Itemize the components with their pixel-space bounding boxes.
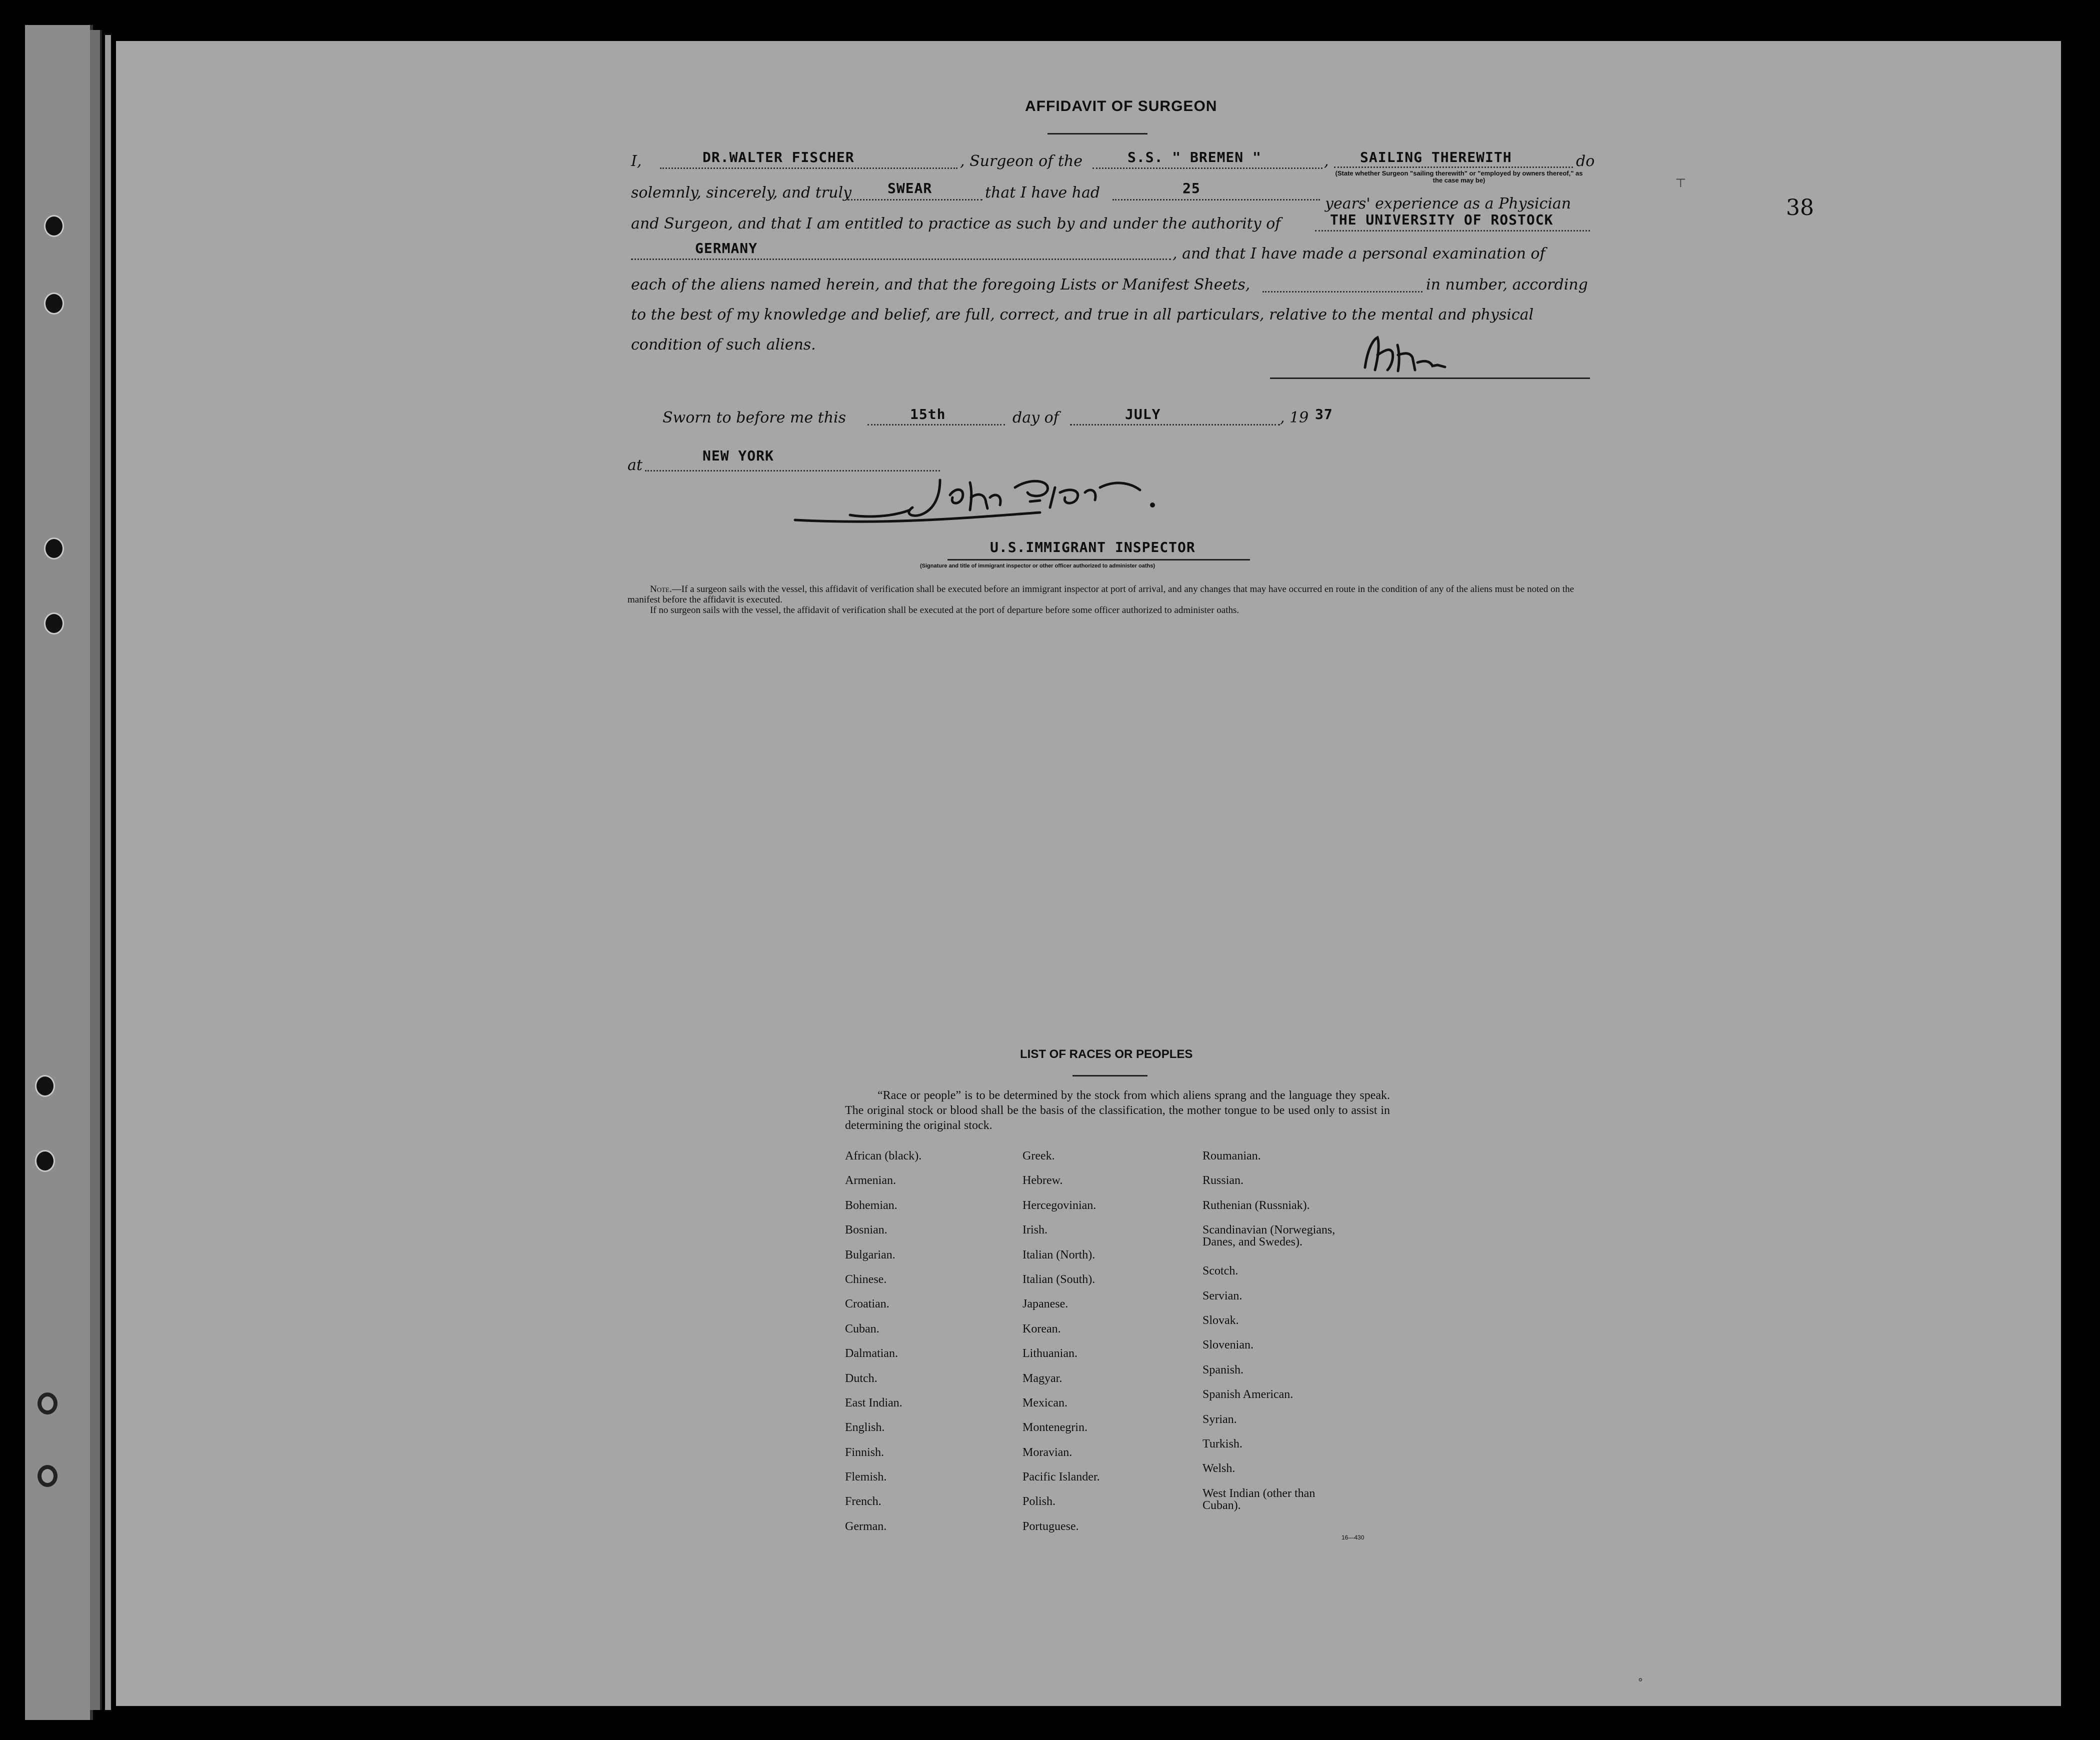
race-item: Slovak.: [1202, 1314, 1239, 1327]
race-item: Bosnian.: [845, 1224, 888, 1237]
affidavit-note: [628, 584, 1592, 616]
binder-hole: [35, 1150, 55, 1172]
race-item: Spanish American.: [1202, 1388, 1294, 1402]
races-intro-text: “Race or people” is to be determined by the stock from which aliens sprang and the language they speak. The original stock or blood shall be the basis of the classification, the mother tongue to be used only to assist in determining the original stock.: [845, 1089, 1390, 1132]
month-dotline: [1070, 424, 1280, 426]
sworn-year: 37: [1315, 406, 1333, 422]
line1-middle: , Surgeon of the: [960, 152, 1082, 170]
race-item: Polish.: [1022, 1495, 1056, 1508]
binder-hole: [44, 538, 64, 560]
binder-hole: [35, 1075, 55, 1097]
surgeon-signature: [1350, 325, 1500, 380]
sheets-count-dotline: [1262, 291, 1422, 292]
race-item: Bohemian.: [845, 1198, 898, 1212]
race-item: Japanese.: [1022, 1298, 1068, 1311]
binder-strip: [90, 30, 102, 1710]
race-item: Welsh.: [1202, 1462, 1236, 1476]
race-item: Italian (South).: [1022, 1272, 1096, 1286]
race-item: Hebrew.: [1022, 1174, 1063, 1188]
race-item: Pacific Islander.: [1022, 1470, 1100, 1484]
binder-hole: [44, 612, 64, 634]
sworn-prefix: Sworn to before me this: [662, 409, 846, 426]
race-item: African (black).: [845, 1150, 922, 1162]
race-item: Scandinavian (Norwegians, Danes, and Swedes).: [1202, 1224, 1336, 1249]
race-item: Magyar.: [1022, 1372, 1062, 1385]
races-intro: [845, 1088, 1390, 1133]
margin-mark: ∘: [1638, 1672, 1644, 1686]
country-dotline: [631, 258, 1171, 260]
race-item: Roumanian.: [1202, 1150, 1261, 1162]
title-divider: [1048, 133, 1148, 134]
licensing-authority: THE UNIVERSITY OF ROSTOCK: [1330, 212, 1554, 228]
sworn-day: 15th: [910, 406, 946, 422]
race-item: French.: [845, 1495, 882, 1508]
affidavit-title: AFFIDAVIT OF SURGEON: [1025, 98, 1218, 114]
sworn-day-of: day of: [1012, 409, 1059, 426]
race-item: Hercegovinian.: [1022, 1198, 1096, 1212]
note-text-1: —If a surgeon sails with the vessel, this affidavit of verification shall be executed before an immigrant inspector at port of arrival, and any changes that may have occurred en route in the condition of any of the aliens must be noted on the manifest before the affidavit is executed.: [628, 584, 1574, 605]
race-item: Turkish.: [1202, 1437, 1242, 1450]
race-item: Lithuanian.: [1022, 1347, 1078, 1360]
line5-text: each of the aliens named herein, and that the foregoing Lists or Manifest Sheets,: [631, 276, 1250, 294]
races-column-3: [1202, 1150, 1335, 1512]
line5-suffix: in number, according: [1426, 276, 1588, 294]
race-item: Greek.: [1022, 1150, 1055, 1162]
race-item: Finnish.: [845, 1446, 884, 1459]
sworn-month: JULY: [1125, 406, 1161, 422]
race-item: Spanish.: [1202, 1363, 1244, 1376]
race-item: Scotch.: [1202, 1264, 1238, 1278]
races-list-title: LIST OF RACES OR PEOPLES: [1020, 1048, 1193, 1061]
race-item: Irish.: [1022, 1224, 1048, 1237]
binder-ring-hole: [38, 1465, 58, 1487]
place-value: NEW YORK: [702, 448, 774, 464]
race-item: Syrian.: [1202, 1412, 1237, 1426]
line4-text: , and that I have made a personal examination of: [1172, 245, 1546, 262]
surgeon-name: DR.WALTER FISCHER: [702, 149, 854, 166]
line1-prefix: I,: [631, 152, 642, 170]
race-item: Montenegrin.: [1022, 1421, 1088, 1434]
binder-ring-hole: [38, 1392, 58, 1414]
surgeon-status: SAILING THEREWITH: [1360, 149, 1512, 166]
line2-middle: that I have had: [985, 184, 1100, 202]
race-item: Slovenian.: [1202, 1338, 1254, 1352]
race-item: Chinese.: [845, 1272, 887, 1286]
oath-dotline: [848, 199, 982, 200]
race-item: Dutch.: [845, 1372, 878, 1385]
race-item: Italian (North).: [1022, 1248, 1096, 1262]
race-item: Mexican.: [1022, 1396, 1068, 1410]
note-paragraph-1: [628, 584, 1592, 605]
form-code: 16—430: [1342, 1534, 1364, 1541]
inspector-title: U.S.IMMIGRANT INSPECTOR: [990, 539, 1196, 556]
line3-text: and Surgeon, and that I am entitled to practice as such by and under the authority of: [631, 215, 1281, 232]
note-paragraph-2: If no surgeon sails with the vessel, the affidavit of verification shall be executed at the port of departure before some officer authorized to administer oaths.: [650, 605, 1240, 616]
years-experience: 25: [1182, 180, 1200, 196]
race-item: Portuguese.: [1022, 1520, 1079, 1533]
line7-text: condition of such aliens.: [631, 336, 816, 354]
surgeon-name-dotline: [660, 168, 958, 169]
races-column-2: [1022, 1150, 1100, 1545]
race-item: Servian.: [1202, 1289, 1242, 1302]
line2-suffix: years' experience as a Physician: [1325, 195, 1572, 212]
race-item: Moravian.: [1022, 1446, 1072, 1459]
inspector-signature: [790, 468, 1260, 538]
race-item: Bulgarian.: [845, 1248, 896, 1262]
race-item: Dalmatian.: [845, 1347, 898, 1360]
margin-mark: ⊤: [1675, 176, 1686, 190]
line2-prefix: solemnly, sincerely, and truly: [631, 184, 852, 202]
line1-suffix: do: [1576, 152, 1595, 170]
place-prefix: at: [628, 456, 642, 474]
race-item: West Indian (other than Cuban).: [1202, 1486, 1316, 1512]
race-item: German.: [845, 1520, 887, 1533]
years-dotline: [1112, 199, 1320, 200]
page-number: 38: [1786, 195, 1814, 220]
race-item: Armenian.: [845, 1174, 896, 1188]
status-dotline: [1334, 166, 1573, 168]
race-item: English.: [845, 1421, 885, 1434]
ship-name: S.S. " BREMEN ": [1128, 149, 1262, 166]
line1-comma: ,: [1324, 152, 1329, 170]
races-column-1: [845, 1150, 922, 1545]
inspector-hint: (Signature and title of immigrant inspector or other officer authorized to administer oaths): [920, 563, 1155, 569]
binder-edge: [25, 25, 93, 1720]
binder-hole: [44, 292, 64, 314]
oath-word: SWEAR: [888, 180, 932, 196]
race-item: Russian.: [1202, 1174, 1244, 1188]
race-item: Flemish.: [845, 1470, 887, 1484]
authority-dotline: [1315, 230, 1590, 232]
race-item: East Indian.: [845, 1396, 902, 1410]
note-label: Note.: [650, 584, 672, 594]
binder-strip-light: [105, 35, 111, 1710]
binder-hole: [44, 215, 64, 237]
race-item: Cuban.: [845, 1322, 880, 1336]
race-item: Korean.: [1022, 1322, 1061, 1336]
line6-text: to the best of my knowledge and belief, are full, correct, and true in all particulars, relative to the mental and physical: [631, 306, 1534, 324]
sworn-year-prefix: , 19: [1280, 409, 1309, 426]
authority-country: GERMANY: [695, 240, 758, 256]
races-title-divider: [1072, 1075, 1148, 1076]
inspector-signature-line: [948, 559, 1250, 560]
ship-dotline: [1092, 168, 1322, 169]
status-hint: (State whether Surgeon "sailing therewith" or "employed by owners thereof," as the case may be): [1335, 170, 1583, 184]
race-item: Croatian.: [845, 1298, 890, 1311]
day-dotline: [868, 424, 1005, 426]
race-item: Ruthenian (Russniak).: [1202, 1198, 1310, 1212]
surgeon-signature-line: [1270, 378, 1590, 379]
